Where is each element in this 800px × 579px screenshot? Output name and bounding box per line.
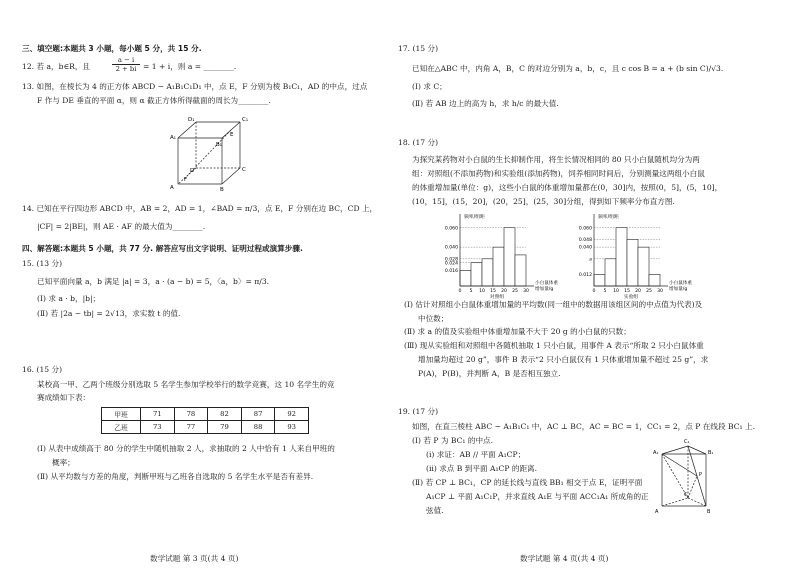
hist-caption: 对照组 <box>489 295 505 300</box>
hist-ytick: 0.024 <box>444 261 458 267</box>
q16-part-1a: (Ⅰ) 从表中成绩高于 80 分的学生中随机抽取 2 人，求抽取的 2 人中恰有 1 人来自甲班的 <box>37 444 335 453</box>
hist-ytick: 0.048 <box>578 237 592 243</box>
histogram-bars <box>594 228 660 286</box>
hist-caption: 实验组 <box>623 295 639 300</box>
q18-part-3a: (Ⅲ) 现从实验组和对照组中各随机抽取 1 只小白鼠，用事件 A 表示“所取 2 只小白鼠体重 <box>404 341 704 350</box>
prism-label-A1: A₁ <box>653 450 659 456</box>
table-cell: 73 <box>141 421 175 434</box>
hist-xlabel-2: 增加量/g <box>535 287 554 292</box>
q17-stem: 已知在△ABC 中，内角 A，B，C 的对边分别为 a，b，c，且 c cos B = a + (b sin C)/√3. <box>412 64 724 73</box>
cube-label-A: A <box>170 185 174 191</box>
table-cell: 77 <box>174 421 208 434</box>
histogram-control-group <box>434 210 558 300</box>
cube-figure <box>160 106 250 192</box>
hist-ylabel: 频率/组距 <box>598 215 619 220</box>
hist-xtick: 25 <box>512 289 518 294</box>
q12-fraction-denominator: 2 + bi <box>115 65 137 73</box>
histogram-experiment-group <box>568 210 698 298</box>
section-3-heading: 三、填空题:本题共 3 小题，每小题 5 分，共 15 分. <box>22 44 202 53</box>
histogram-bar <box>504 228 515 286</box>
q16-heading: 16. (15 分) <box>22 365 63 374</box>
hist-xtick: 25 <box>646 289 652 294</box>
table-cell: 甲班 <box>102 408 141 421</box>
cube-label-D1: D₁ <box>188 117 195 123</box>
cube-label-B: B <box>220 187 224 193</box>
q12-suffix: = 1 + i，则 a = ________. <box>143 62 237 71</box>
histogram-bars <box>460 228 526 286</box>
histogram-bar <box>460 270 471 286</box>
q19-part-2c: 弦值. <box>426 506 444 515</box>
hist-xtick: 5 <box>469 289 473 294</box>
histogram-bar <box>515 255 526 286</box>
q19-part-1: (Ⅰ) 若 P 为 BC₁ 的中点. <box>412 436 494 445</box>
histogram-bar <box>627 239 638 286</box>
hist-xtick: 20 <box>635 289 641 294</box>
hist-ytick: 0.012 <box>578 272 592 278</box>
hist-xlabel-1: 小白鼠体重 <box>669 281 692 286</box>
cube-label-E: E <box>230 132 234 138</box>
cube-label-D: D <box>190 168 195 174</box>
hist-ytick: 0.060 <box>444 226 458 232</box>
q19-stem: 如图，在直三棱柱 ABC − A₁B₁C₁ 中，AC ⊥ BC，AC = BC = 1，CC₁ = 2，点 P 在线段 BC₁ 上. <box>412 422 755 431</box>
table-cell: 88 <box>241 421 275 434</box>
hist-xtick: 30 <box>657 289 663 294</box>
histogram-bar <box>605 259 616 286</box>
q15-part-2: (Ⅱ) 若 |2a − tb| = 2√13，求实数 t 的值. <box>37 309 181 318</box>
prism-label-C: C <box>684 492 688 498</box>
q13-line-2: F 作与 DE 垂直的平面 α，则 α 截正方体所得截面的周长为________. <box>37 96 271 105</box>
q18-part-3c: P(A)，P(B)，并判断 A，B 是否相互独立. <box>418 369 561 378</box>
prism-label-B1: B₁ <box>708 450 714 456</box>
hist-ytick: 0.040 <box>444 245 458 251</box>
histogram-bar <box>616 228 627 286</box>
histogram-bar <box>482 259 493 286</box>
hist-xtick: 15 <box>490 289 496 294</box>
table-cell: 乙班 <box>102 421 141 434</box>
q14-line-1: 14. 已知在平行四边形 ABCD 中，AB = 2，AD = 1，∠BAD = π/3，点 E，F 分别在边 BC，CD 上， <box>22 204 378 213</box>
hist-ytick: 0.028 <box>444 257 458 263</box>
prism-label-B: B <box>707 509 711 515</box>
q19-part-1i: (ⅰ) 求证：AB // 平面 A₁CP； <box>426 450 526 459</box>
table-row <box>102 408 309 421</box>
q14-line-2: |CF| = 2|BE|，则 AE · AF 的最大值为________. <box>37 222 206 231</box>
q19-part-1ii: (ⅱ) 求点 B 到平面 A₁CP 的距离. <box>426 464 538 473</box>
table-cell: 78 <box>174 408 208 421</box>
q18-heading: 18. (17 分) <box>398 138 439 147</box>
histogram-bar <box>594 274 605 286</box>
hist-ytick: a <box>589 257 592 263</box>
table-cell: 87 <box>241 408 275 421</box>
hist-xlabel-2: 增加量/g <box>669 287 688 292</box>
hist-xtick: 0 <box>592 289 596 294</box>
q16-line-1: 某校高一甲、乙两个班级分别选取 5 名学生参加学校举行的数学竞赛，这 10 名学生的竞 <box>37 380 335 389</box>
cube-label-C: C <box>242 167 246 173</box>
hist-xtick: 10 <box>613 289 619 294</box>
q15-part-1: (Ⅰ) 求 a · b，|b|； <box>37 294 101 303</box>
histogram-bar <box>471 263 482 286</box>
cube-label-C1: C₁ <box>242 117 249 123</box>
q16-line-2: 赛成绩如下表： <box>37 393 91 402</box>
q17-part-1: (Ⅰ) 求 C； <box>412 82 447 91</box>
q13-line-1: 13. 如图，在棱长为 4 的正方体 ABCD − A₁B₁C₁D₁ 中，点 E，F 分别为棱 B₁C₁，AD 的中点，过点 <box>22 82 368 91</box>
q18-line-1: 为探究某药物对小白鼠的生长抑制作用，将生长情况相同的 80 只小白鼠随机均分为两 <box>412 155 700 164</box>
cube-label-F: F <box>184 177 188 183</box>
score-table <box>101 407 309 434</box>
hist-xtick: 30 <box>523 289 529 294</box>
prism-label-A: A <box>655 509 659 515</box>
hist-xtick: 20 <box>501 289 507 294</box>
table-row <box>102 421 309 434</box>
cube-label-A1: A₁ <box>170 135 176 141</box>
hist-ytick: 0.060 <box>578 226 592 232</box>
table-cell: 92 <box>275 408 309 421</box>
q18-part-3b: 增加量均超过 20 g”，事件 B 表示“2 只小白鼠仅有 1 只体重增加量不超过 25 g”，求 <box>418 355 709 364</box>
cube-label-B1: B₁ <box>216 142 222 148</box>
q12-fraction-numerator: a − i <box>112 56 140 65</box>
hist-xtick: 0 <box>458 289 462 294</box>
q18-line-3: 的体重增加量(单位：g)，这些小白鼠的体重增加量都在(0，30]内，按照(0，5]，(5，10]， <box>412 183 723 192</box>
q17-heading: 17. (15 分) <box>398 44 439 53</box>
q15-heading: 15. (13 分) <box>22 259 63 268</box>
hist-ytick: 0.016 <box>444 269 458 275</box>
q18-part-1a: (Ⅰ) 估计对照组小白鼠体重增加量的平均数(同一组中的数据用该组区间的中点值为代表)及 <box>404 300 703 309</box>
hist-xtick: 10 <box>479 289 485 294</box>
table-cell: 79 <box>208 421 242 434</box>
q16-part-2: (Ⅱ) 从平均数与方差的角度，判断甲班与乙班各自选取的 5 名学生水平是否有差异. <box>37 472 314 481</box>
page-footer-right: 数学试题 第 4 页(共 4 页) <box>520 554 609 563</box>
prism-figure <box>650 434 730 516</box>
hist-xlabel-1: 小白鼠体重 <box>535 281 558 286</box>
hist-xtick: 5 <box>603 289 607 294</box>
q18-part-1b: 中位数； <box>418 314 449 323</box>
section-4-heading: 四、解答题:本题共 5 小题，共 77 分. 解答应写出文字说明、证明过程或演算步骤. <box>22 244 303 253</box>
q17-part-2: (Ⅱ) 若 AB 边上的高为 h，求 h/c 的最大值. <box>412 99 559 108</box>
q19-part-2b: A₁CP ⊥ 平面 A₁C₁P，并求直线 A₁E 与平面 ACC₁A₁ 所成角的正 <box>426 492 649 501</box>
table-cell: 93 <box>275 421 309 434</box>
prism-label-P: P <box>699 472 703 478</box>
q19-part-2a: (Ⅱ) 若 CP ⊥ BC₁，CP 的延长线与直线 BB₁ 相交于点 E，证明平面 <box>412 478 643 487</box>
hist-ytick: 0.040 <box>578 245 592 251</box>
histogram-bar <box>493 247 504 286</box>
histogram-bar <box>638 247 649 286</box>
q19-heading: 19. (17 分) <box>398 407 439 416</box>
q18-part-2: (Ⅱ) 求 a 的值及实验组中体重增加量不大于 20 g 的小白鼠的只数； <box>404 327 631 336</box>
hist-ylabel: 频率/组距 <box>464 215 485 220</box>
table-cell: 82 <box>208 408 242 421</box>
q12-prefix: 12. 若 a，b∈R，且 <box>22 62 91 71</box>
q18-line-4: (10，15]，(15，20]，(20，25]，(25，30]分组，得到如下频率分布直方图. <box>412 197 675 206</box>
q16-part-1b: 概率； <box>52 458 75 467</box>
q15-stem: 已知平面向量 a，b 满足 |a| = 3，a · (a − b) = 5，〈a，b〉= π/3. <box>37 277 270 286</box>
q18-line-2: 组：对照组(不添加药物)和实验组(添加药物)，饲养相同时间后，分别测量这两组小白鼠 <box>412 169 705 178</box>
table-cell: 71 <box>141 408 175 421</box>
histogram-bar <box>649 274 660 286</box>
prism-label-C1: C₁ <box>684 439 690 445</box>
page-footer-left: 数学试题 第 3 页(共 4 页) <box>150 554 239 563</box>
hist-xtick: 15 <box>624 289 630 294</box>
